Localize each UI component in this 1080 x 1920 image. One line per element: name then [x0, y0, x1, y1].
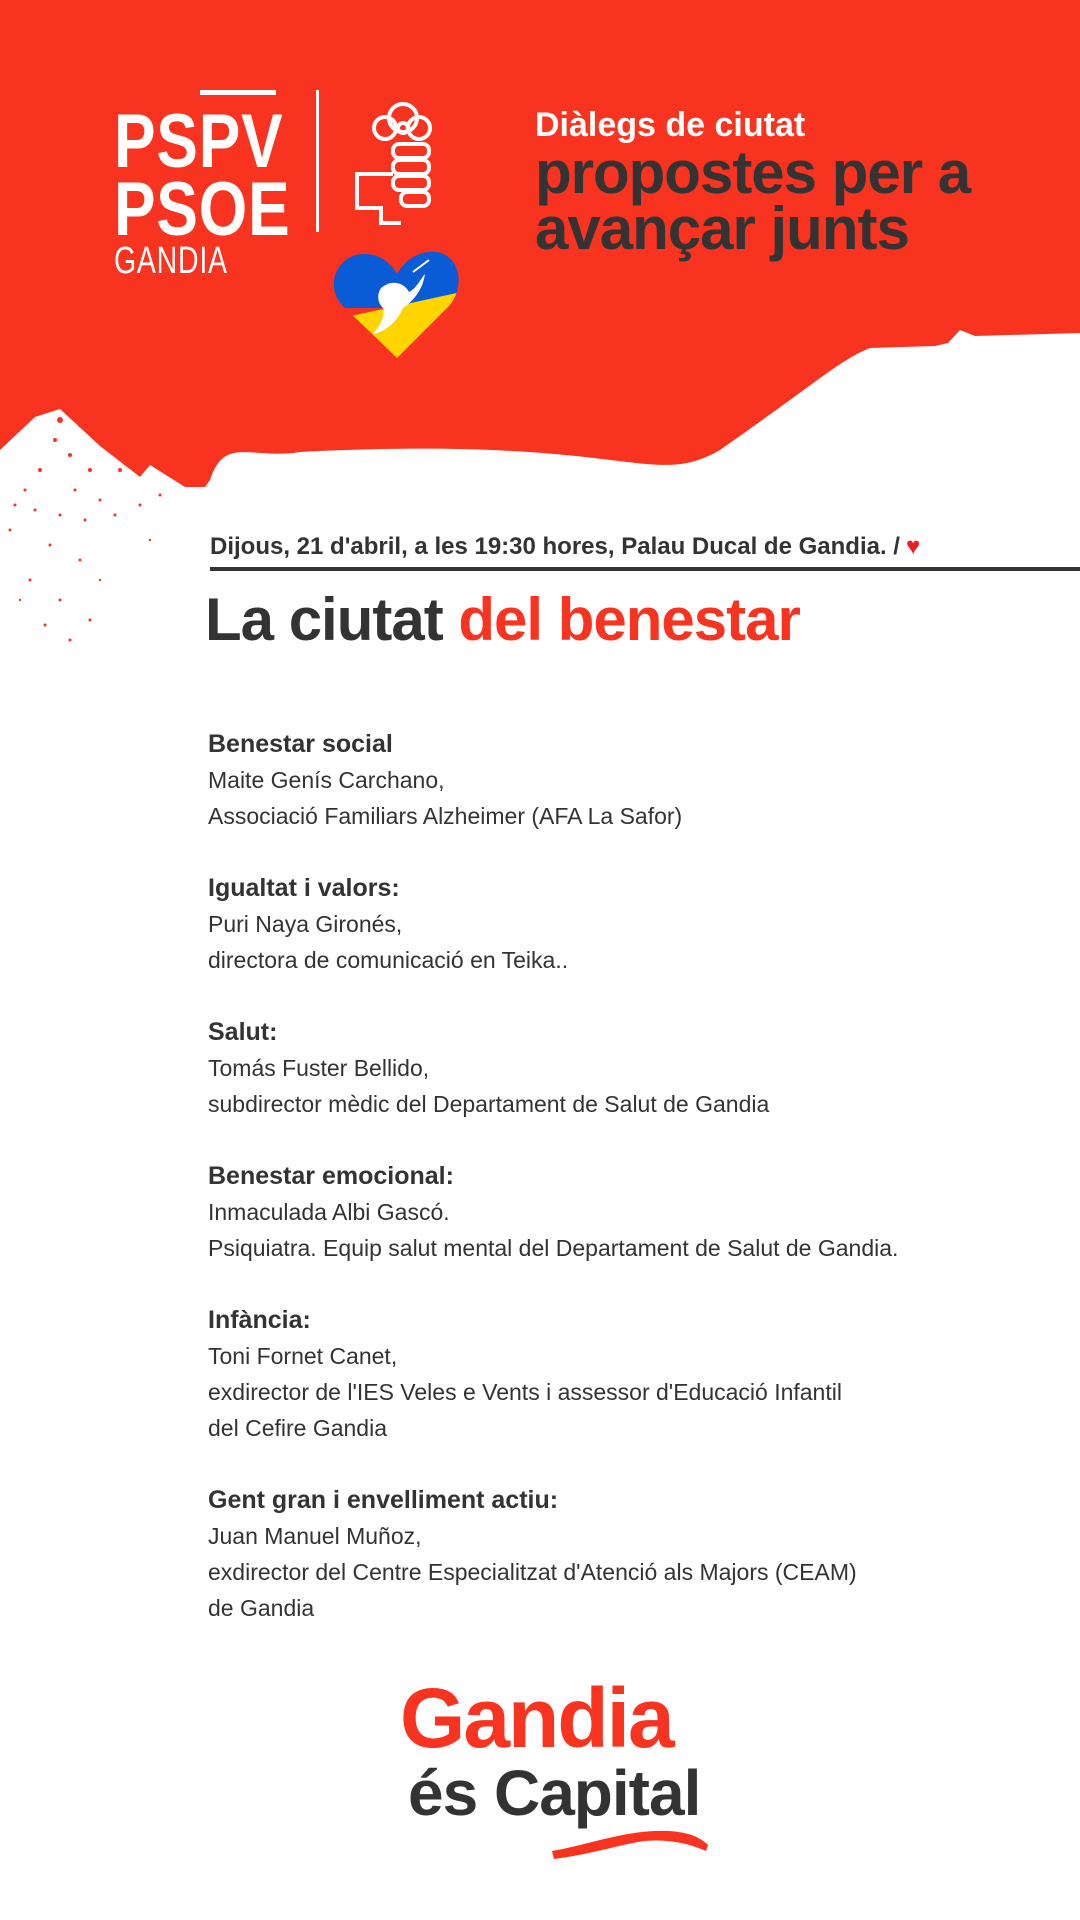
footer-gandia: Gandia	[400, 1671, 673, 1765]
footer-es-capital: és Capital	[408, 1757, 701, 1829]
speaker-name: Juan Manuel Muñoz,	[208, 1523, 422, 1549]
heart-icon: ♥	[905, 533, 921, 560]
title-line-2: avançar junts	[535, 195, 909, 262]
speaker-list	[208, 726, 1048, 1662]
title-series: Diàlegs de ciutat	[535, 106, 806, 144]
speaker-topic: Infància:	[208, 1306, 311, 1334]
section-title-part1: La ciutat	[205, 586, 443, 653]
event-date-location	[210, 533, 920, 561]
speaker-item	[208, 1302, 1048, 1446]
fist-rose-icon	[355, 98, 445, 228]
speaker-item	[208, 1014, 1048, 1122]
speaker-name: Inmaculada Albi Gascó.	[208, 1199, 450, 1225]
speaker-item	[208, 1158, 1048, 1266]
title-line-1: propostes per a	[535, 139, 971, 206]
event-title	[535, 105, 971, 262]
speaker-topic: Gent gran i envelliment actiu:	[208, 1486, 559, 1514]
speaker-topic: Benestar social	[208, 730, 393, 758]
speaker-role: exdirector del Centre Especialitzat d'Atenció als Majors (CEAM)	[208, 1559, 857, 1585]
brush-stroke-icon	[548, 1823, 713, 1861]
speaker-item	[208, 726, 1048, 834]
logo-gandia: GANDIA	[114, 240, 228, 282]
logo-pspv: PSPV	[114, 99, 284, 184]
speaker-item	[208, 870, 1048, 978]
speaker-topic: Benestar emocional:	[208, 1162, 454, 1190]
logo-overline	[200, 90, 276, 95]
date-underline	[210, 567, 1080, 571]
speaker-name: Puri Naya Gironés,	[208, 911, 403, 937]
speaker-role: Psiquiatra. Equip salut mental del Departament de Salut de Gandia.	[208, 1235, 899, 1261]
speaker-role: exdirector de l'IES Veles e Vents i assessor d'Educació Infantil	[208, 1379, 842, 1405]
speaker-name: Toni Fornet Canet,	[208, 1343, 398, 1369]
ukraine-heart-dove-icon	[333, 248, 461, 358]
logo-divider	[316, 90, 319, 232]
section-title-part2: del benestar	[458, 586, 800, 653]
speaker-name: Maite Genís Carchano,	[208, 767, 445, 793]
speaker-item	[208, 1482, 1048, 1626]
section-title	[205, 585, 800, 655]
speaker-role: directora de comunicació en Teika..	[208, 947, 569, 973]
speaker-role: Associació Familiars Alzheimer (AFA La Safor)	[208, 803, 683, 829]
speaker-topic: Igualtat i valors:	[208, 874, 400, 902]
gandia-es-capital-logo	[400, 1671, 701, 1829]
logo-psoe: PSOE	[114, 167, 291, 252]
speaker-role: del Cefire Gandia	[208, 1415, 387, 1441]
speaker-topic: Salut:	[208, 1018, 278, 1046]
speaker-role: de Gandia	[208, 1595, 315, 1621]
event-date-text: Dijous, 21 d'abril, a les 19:30 hores, Palau Ducal de Gandia. /	[210, 533, 900, 560]
speaker-name: Tomás Fuster Bellido,	[208, 1055, 430, 1081]
speaker-role: subdirector mèdic del Departament de Salut de Gandia	[208, 1091, 770, 1117]
